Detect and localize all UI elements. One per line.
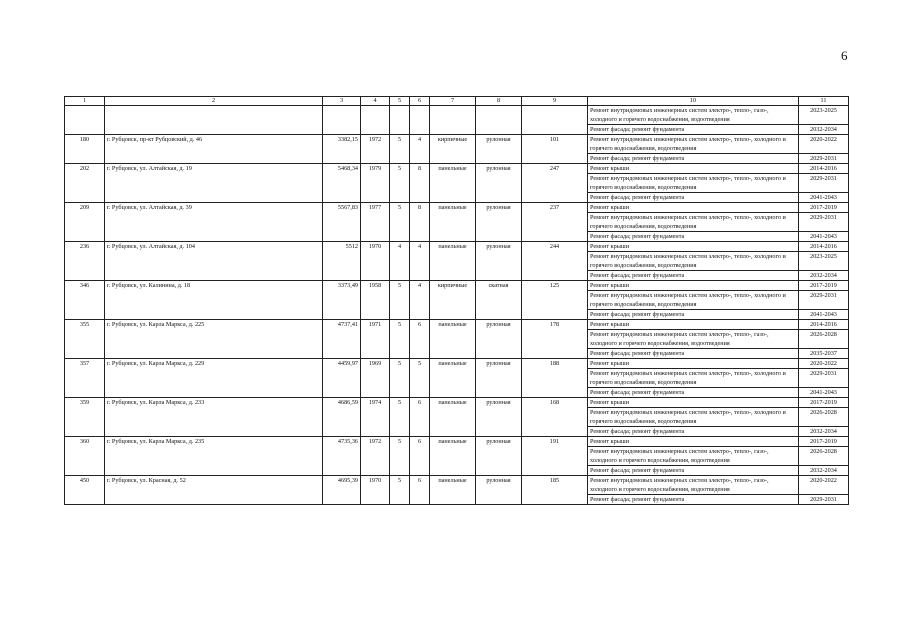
wall-material-cell: панельные [430,203,476,242]
year-cell: 1958 [361,281,390,320]
area-cell: 3382,15 [323,135,361,164]
period-cell: 2029-2031 [799,213,849,232]
period-cell: 2041-2043 [799,232,849,242]
work-type-cell: Ремонт крыши [588,359,799,369]
entrances-cell: 6 [410,437,430,476]
column-number: 10 [588,97,799,106]
address-cell: г. Рубцовск, ул. Красная, д. 52 [105,476,323,505]
apartments-cell: 247 [522,164,588,203]
table-row [65,164,849,174]
wall-material-cell: кирпичные [430,281,476,320]
apartments-cell: 185 [522,476,588,505]
address-cell: г. Рубцовск, ул. Карла Маркса, д. 233 [105,398,323,437]
year-cell: 1972 [361,437,390,476]
area-cell: 5468,34 [323,164,361,203]
period-cell: 2029-2031 [799,291,849,310]
work-type-cell: Ремонт фасада; ремонт фундамента [588,193,799,203]
repair-schedule-table [64,96,849,505]
roof-type-cell: скатная [476,281,522,320]
work-type-cell: Ремонт внутридомовых инженерных систем электро-, тепло-, холодного и горячего водоснабжения, водоотведения [588,369,799,388]
entrances-cell: 8 [410,203,430,242]
floors-cell: 5 [390,135,410,164]
table-row [65,281,849,291]
apartments-cell: 168 [522,398,588,437]
period-cell: 2017-2019 [799,398,849,408]
entrances-cell: 8 [410,164,430,203]
period-cell: 2023-2025 [799,252,849,271]
period-cell: 2029-2031 [799,495,849,505]
work-type-cell: Ремонт фасада; ремонт фундамента [588,466,799,476]
empty-cell [361,106,390,135]
table-row [65,476,849,495]
column-number: 6 [410,97,430,106]
period-cell: 2029-2031 [799,154,849,164]
period-cell: 2017-2019 [799,281,849,291]
apartments-cell: 237 [522,203,588,242]
roof-type-cell: рулонная [476,359,522,398]
row-number: 357 [65,359,105,398]
period-cell: 2020-2022 [799,135,849,154]
entrances-cell: 6 [410,320,430,359]
roof-type-cell: рулонная [476,242,522,281]
floors-cell: 5 [390,164,410,203]
wall-material-cell: панельные [430,398,476,437]
work-type-cell: Ремонт фасада; ремонт фундамента [588,125,799,135]
apartments-cell: 178 [522,320,588,359]
roof-type-cell: рулонная [476,203,522,242]
work-type-cell: Ремонт фасада; ремонт фундамента [588,495,799,505]
work-type-cell: Ремонт крыши [588,164,799,174]
floors-cell: 5 [390,476,410,505]
table-row [65,398,849,408]
roof-type-cell: рулонная [476,320,522,359]
work-type-cell: Ремонт крыши [588,437,799,447]
table-row [65,106,849,125]
address-cell: г. Рубцовск, пр-кт Рубцовский, д. 46 [105,135,323,164]
address-cell: г. Рубцовск, ул. Калинина, д. 18 [105,281,323,320]
wall-material-cell: панельные [430,476,476,505]
table-row [65,320,849,330]
year-cell: 1977 [361,203,390,242]
entrances-cell: 5 [410,359,430,398]
work-type-cell: Ремонт крыши [588,320,799,330]
address-cell: г. Рубцовск, ул. Алтайская, д. 104 [105,242,323,281]
work-type-cell: Ремонт фасада; ремонт фундамента [588,388,799,398]
period-cell: 2032-2034 [799,271,849,281]
work-type-cell: Ремонт внутридомовых инженерных систем электро-, тепло-, холодного и горячего водоснабжения, водоотведения [588,174,799,193]
area-cell: 4737,41 [323,320,361,359]
wall-material-cell: панельные [430,242,476,281]
work-type-cell: Ремонт крыши [588,203,799,213]
area-cell: 4459,97 [323,359,361,398]
work-type-cell: Ремонт фасада; ремонт фундамента [588,232,799,242]
work-type-cell: Ремонт внутридомовых инженерных систем электро-, тепло-, холодного и горячего водоснабжения, водоотведения [588,213,799,232]
column-number: 3 [323,97,361,106]
work-type-cell: Ремонт фасада; ремонт фундамента [588,154,799,164]
work-type-cell: Ремонт фасада; ремонт фундамента [588,271,799,281]
address-cell: г. Рубцовск, ул. Карла Маркса, д. 235 [105,437,323,476]
year-cell: 1970 [361,242,390,281]
column-number: 5 [390,97,410,106]
period-cell: 2026-2028 [799,330,849,349]
floors-cell: 5 [390,359,410,398]
column-number: 1 [65,97,105,106]
floors-cell: 5 [390,437,410,476]
period-cell: 2029-2031 [799,369,849,388]
work-type-cell: Ремонт внутридомовых инженерных систем электро-, тепло-, холодного и горячего водоснабжения, водоотведения [588,408,799,427]
wall-material-cell: панельные [430,320,476,359]
address-cell: г. Рубцовск, ул. Карла Маркса, д. 229 [105,359,323,398]
entrances-cell: 6 [410,398,430,437]
period-cell: 2032-2034 [799,125,849,135]
period-cell: 2026-2028 [799,447,849,466]
apartments-cell: 101 [522,135,588,164]
period-cell: 2032-2034 [799,427,849,437]
column-number: 9 [522,97,588,106]
row-number: 209 [65,203,105,242]
row-number: 360 [65,437,105,476]
empty-cell [65,106,105,135]
work-type-cell: Ремонт фасада; ремонт фундамента [588,310,799,320]
page-number: 6 [841,48,848,63]
floors-cell: 5 [390,398,410,437]
empty-cell [430,106,476,135]
empty-cell [522,106,588,135]
period-cell: 2041-2043 [799,310,849,320]
work-type-cell: Ремонт крыши [588,281,799,291]
area-cell: 4695,39 [323,476,361,505]
period-cell: 2014-2016 [799,320,849,330]
column-number: 11 [799,97,849,106]
year-cell: 1971 [361,320,390,359]
area-cell: 4686,59 [323,398,361,437]
empty-cell [323,106,361,135]
empty-cell [390,106,410,135]
apartments-cell: 244 [522,242,588,281]
roof-type-cell: рулонная [476,398,522,437]
roof-type-cell: рулонная [476,437,522,476]
floors-cell: 4 [390,242,410,281]
work-type-cell: Ремонт крыши [588,242,799,252]
empty-cell [105,106,323,135]
row-number: 180 [65,135,105,164]
row-number: 236 [65,242,105,281]
column-number: 7 [430,97,476,106]
work-type-cell: Ремонт внутридомовых инженерных систем электро-, тепло-, газо-, холодного и горячего водоснабжения, водоотведения [588,476,799,495]
area-cell: 5567,83 [323,203,361,242]
apartments-cell: 188 [522,359,588,398]
period-cell: 2029-2031 [799,174,849,193]
year-cell: 1969 [361,359,390,398]
floors-cell: 5 [390,320,410,359]
column-number: 8 [476,97,522,106]
period-cell: 2041-2043 [799,193,849,203]
floors-cell: 5 [390,281,410,320]
period-cell: 2032-2034 [799,466,849,476]
apartments-cell: 125 [522,281,588,320]
column-number: 2 [105,97,323,106]
table-row [65,359,849,369]
period-cell: 2020-2022 [799,476,849,495]
period-cell: 2014-2016 [799,242,849,252]
row-number: 450 [65,476,105,505]
table-row [65,135,849,154]
period-cell: 2026-2028 [799,408,849,427]
work-type-cell: Ремонт фасада; ремонт фундамента [588,427,799,437]
empty-cell [476,106,522,135]
year-cell: 1970 [361,476,390,505]
wall-material-cell: кирпичные [430,135,476,164]
period-cell: 2035-2037 [799,349,849,359]
roof-type-cell: рулонная [476,476,522,505]
table-row [65,203,849,213]
period-cell: 2017-2019 [799,437,849,447]
column-number: 4 [361,97,390,106]
work-type-cell: Ремонт внутридомовых инженерных систем электро-, тепло-, газо-, холодного и горячего водоснабжения, водоотведения [588,106,799,125]
row-number: 346 [65,281,105,320]
table-row [65,242,849,252]
work-type-cell: Ремонт внутридомовых инженерных систем электро-, тепло-, холодного и горячего водоснабжения, водоотведения [588,252,799,271]
roof-type-cell: рулонная [476,135,522,164]
period-cell: 2017-2019 [799,203,849,213]
address-cell: г. Рубцовск, ул. Алтайская, д. 19 [105,164,323,203]
year-cell: 1974 [361,398,390,437]
work-type-cell: Ремонт внутридомовых инженерных систем электро-, тепло-, газо-, холодного и горячего водоснабжения, водоотведения [588,330,799,349]
address-cell: г. Рубцовск, ул. Карла Маркса, д. 225 [105,320,323,359]
period-cell: 2041-2043 [799,388,849,398]
work-type-cell: Ремонт фасада; ремонт фундамента [588,349,799,359]
floors-cell: 5 [390,203,410,242]
work-type-cell: Ремонт внутридомовых инженерных систем электро-, тепло-, холодного и горячего водоснабжения, водоотведения [588,291,799,310]
roof-type-cell: рулонная [476,164,522,203]
work-type-cell: Ремонт внутридомовых инженерных систем электро-, тепло-, холодного и горячего водоснабжения, водоотведения [588,135,799,154]
area-cell: 4735,36 [323,437,361,476]
empty-cell [410,106,430,135]
wall-material-cell: панельные [430,164,476,203]
entrances-cell: 4 [410,135,430,164]
wall-material-cell: панельные [430,359,476,398]
area-cell: 3373,49 [323,281,361,320]
address-cell: г. Рубцовск, ул. Алтайская, д. 39 [105,203,323,242]
work-type-cell: Ремонт крыши [588,398,799,408]
apartments-cell: 191 [522,437,588,476]
wall-material-cell: панельные [430,437,476,476]
header-row [65,97,849,106]
year-cell: 1972 [361,135,390,164]
period-cell: 2014-2016 [799,164,849,174]
entrances-cell: 6 [410,476,430,505]
entrances-cell: 4 [410,281,430,320]
work-type-cell: Ремонт внутридомовых инженерных систем электро-, тепло-, газо-, холодного и горячего водоснабжения, водоотведения [588,447,799,466]
row-number: 202 [65,164,105,203]
area-cell: 5512 [323,242,361,281]
row-number: 355 [65,320,105,359]
period-cell: 2023-2025 [799,106,849,125]
period-cell: 2020-2022 [799,359,849,369]
entrances-cell: 4 [410,242,430,281]
year-cell: 1979 [361,164,390,203]
table-row [65,437,849,447]
row-number: 359 [65,398,105,437]
